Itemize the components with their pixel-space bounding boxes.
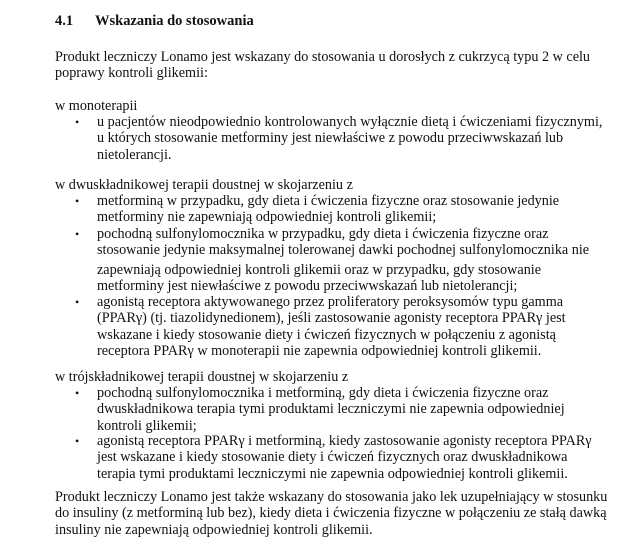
intro-line: Produkt leczniczy Lonamo jest wskazany do stosowania u dorosłych z cukrzycą typu 2 w celu (55, 49, 591, 65)
list-item (97, 433, 592, 482)
bullet-marker: • (75, 227, 80, 241)
triple-therapy-label: w trójskładnikowej terapii doustnej w skojarzeniu z (55, 369, 349, 385)
section-title: Wskazania do stosowania (95, 13, 254, 29)
list-item-line: metforminy nie zapewniają odpowiedniej kontroli glikemii; (97, 209, 437, 226)
list-item (97, 294, 587, 360)
list-item-line: metforminy jest niewłaściwe z powodu przeciwwskazań lub nietolerancji; (97, 278, 518, 295)
closing-line: do insuliny (z metforminą lub bez), kiedy dieta i ćwiczenia fizyczne w połączeniu ze stałą dawką (55, 505, 607, 522)
list-item-line: agonistą receptora PPARγ i metforminą, kiedy zastosowanie agonisty receptora PPARγ (97, 433, 592, 449)
list-item-line: terapia tymi produktami leczniczymi nie zapewnia odpowiedniej kontroli glikemii. (97, 465, 568, 482)
list-item (97, 193, 587, 226)
list-item (97, 226, 590, 259)
list-item-line: agonistą receptora aktywowanego przez proliferatory peroksysomów typu gamma (97, 294, 564, 310)
intro-paragraph (55, 49, 603, 82)
list-item-line: u pacjentów nieodpowiednio kontrolowanych wyłącznie dietą i ćwiczeniami fizycznymi, (97, 114, 603, 130)
list-item (97, 385, 587, 434)
list-item-line: (PPARγ) (tj. tiazolidynedionem), jeśli zastosowanie agonisty receptora PPARγ jest (97, 310, 566, 327)
bullet-marker: • (75, 386, 80, 400)
list-item-line: metforminą w przypadku, gdy dieta i ćwiczenia fizyczne oraz stosowanie jedynie (97, 193, 560, 209)
list-item-line: kontroli glikemii; (97, 417, 197, 434)
list-item-line: pochodną sulfonylomocznika i metforminą, gdy dieta i ćwiczenia fizyczne oraz (97, 385, 549, 401)
closing-line: insuliny nie zapewniają odpowiedniej kontroli glikemii. (55, 521, 373, 538)
dual-therapy-label: w dwuskładnikowej terapii doustnej w skojarzeniu z (55, 177, 353, 193)
list-item-line: wskazane i kiedy stosowanie diety i ćwiczeń fizycznych w połączeniu z agonistą (97, 326, 556, 343)
list-item-line: stosowanie jedynie maksymalnej tolerowanej dawki pochodnej sulfonylomocznika nie (97, 242, 590, 259)
section-number: 4.1 (55, 13, 74, 29)
list-item-line: jest wskazane i kiedy stosowanie diety i ćwiczeń fizycznych oraz dwuskładnikowa (97, 449, 568, 466)
closing-line: Produkt leczniczy Lonamo jest także wskazany do stosowania jako lek uzupełniający w stosunku (55, 489, 608, 505)
list-item-line: dwuskładnikowa terapia tymi produktami leczniczymi nie zapewnia odpowiedniej (97, 401, 565, 418)
list-item-continuation (97, 262, 587, 295)
intro-line: poprawy kontroli glikemii: (55, 65, 208, 82)
list-item (97, 114, 603, 163)
section-heading (55, 12, 254, 30)
list-item-line: pochodną sulfonylomocznika w przypadku, gdy dieta i ćwiczenia fizyczne oraz (97, 226, 549, 242)
monotherapy-label: w monoterapii (55, 98, 138, 114)
bullet-marker: • (75, 295, 80, 309)
bullet-marker: • (75, 194, 80, 208)
bullet-marker: • (75, 115, 80, 129)
list-item-line: u których stosowanie metforminy jest niewłaściwe z powodu przeciwwskazań lub (97, 130, 564, 147)
bullet-marker: • (75, 434, 80, 448)
closing-paragraph (55, 489, 608, 538)
list-item-line: receptora PPARγ w monoterapii nie zapewnia odpowiedniej kontroli glikemii. (97, 343, 542, 360)
list-item-line: nietolerancji. (97, 146, 172, 163)
list-item-line: zapewniają odpowiedniej kontroli glikemii oraz w przypadku, gdy stosowanie (97, 262, 542, 278)
